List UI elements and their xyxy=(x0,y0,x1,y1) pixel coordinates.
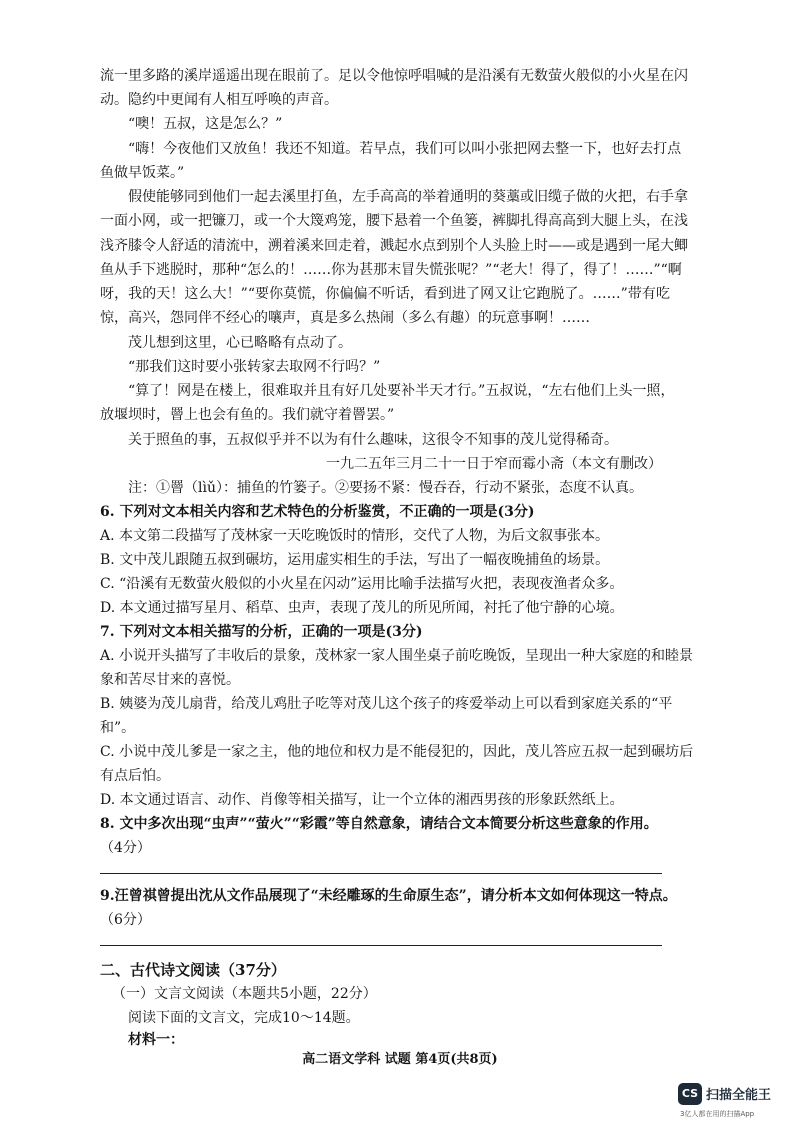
passage-line: “嗨！今夜他们又放鱼！我还不知道。若早点，我们可以叫小张把网去整一下，也好去打点 xyxy=(128,141,682,157)
q7-option-d: D. 本文通过语言、动作、肖像等相关描写，让一个立体的湘西男孩的形象跃然纸上。 xyxy=(100,792,624,808)
q6-option-b: B. 文中茂儿跟随五叔到碾坊，运用虚实相生的手法，写出了一幅夜晚捕鱼的场景。 xyxy=(100,552,610,568)
passage-line: 放堰坝时，罾上也会有鱼的。我们就守着罾罢。” xyxy=(100,407,395,423)
section-title: 二、古代诗文阅读（37分） xyxy=(100,961,286,979)
q7-option-a: A. 小说开头描写了丰收后的景象，茂林家一家人围坐桌子前吃晚饭，呈现出一种大家庭的和睦景 xyxy=(100,648,694,664)
passage-line: 鱼从手下逃脱时，那种“怎么的！……你为甚那末冒失慌张呢？”“老大！得了，得了！……”“啊 xyxy=(100,262,682,278)
date-note: 一九二五年三月二十一日于窄而霉小斋（本文有删改） xyxy=(326,456,662,472)
question-7: 7. 下列对文本相关描写的分析，正确的一项是(3分) xyxy=(100,624,423,640)
passage-line: 浅齐膝令人舒适的清流中，溯着溪来回走着，溅起水点到别个人头脸上时——或是遇到一尾大鲫 xyxy=(100,238,688,254)
passage-line: 茂儿想到这里，心已略略有点动了。 xyxy=(128,335,352,351)
q7-option-c: C. 小说中茂儿爹是一家之主，他的地位和权力是不能侵犯的，因此，茂儿答应五叔一起到碾坊后 xyxy=(100,744,694,760)
passage-line: 动。隐约中更闻有人相互呼唤的声音。 xyxy=(100,92,338,108)
scanner-watermark xyxy=(678,1083,788,1123)
subsection-title: （一）文言文阅读（本题共5小题，22分） xyxy=(112,986,377,1002)
passage-line: 流一里多路的溪岸遥遥出现在眼前了。足以令他惊呼唱喊的是沿溪有无数萤火般似的小火星在闪 xyxy=(100,68,688,84)
camscanner-logo-icon: CS xyxy=(678,1083,702,1105)
passage-line: 假使能够同到他们一起去溪里打鱼，左手高高的举着通明的葵藁或旧缆子做的火把，右手拿 xyxy=(128,189,688,205)
passage-line: 关于照鱼的事，五叔似乎并不以为有什么趣味，这很令不知事的茂儿觉得稀奇。 xyxy=(128,432,618,448)
page-footer: 高二语文学科 试题 第4页(共8页) xyxy=(302,1052,498,1067)
passage-line: 惊，高兴，怨同伴不经心的嚷声，真是多么热闹（多么有趣）的玩意事啊！…… xyxy=(100,310,590,326)
footnote: 注：①罾（lìǔ）：捕鱼的竹篓子。②要扬不紧：慢吞吞，行动不紧张，态度不认真。 xyxy=(128,480,643,496)
passage-line: “那我们这时要小张转家去取网不行吗？” xyxy=(128,359,381,375)
q7-option-a-cont: 象和苦尽甘来的喜悦。 xyxy=(100,672,240,688)
passage-line: “算了！网是在楼上，很难取并且有好几处要补半天才行。”五叔说，“左右他们上头一照， xyxy=(128,383,675,399)
passage-line: 鱼做早饭菜。” xyxy=(100,165,185,181)
question-9-score: （6分） xyxy=(100,912,151,928)
watermark-tagline: 3亿人都在用的扫描App xyxy=(680,1110,755,1118)
watermark-name: 扫描全能王 xyxy=(706,1088,772,1103)
question-8: 8. 文中多次出现“虫声”“萤火”“彩霞”等自然意象，请结合文本简要分析这些意象的作用。 xyxy=(100,816,658,832)
q7-option-b: B. 姨婆为茂儿扇背，给茂儿鸡肚子吃等对茂儿这个孩子的疼爱举动上可以看到家庭关系的“平 xyxy=(100,696,673,712)
question-8-score: （4分） xyxy=(100,840,151,856)
material-label: 材料一： xyxy=(128,1032,184,1048)
q6-option-d: D. 本文通过描写星月、稻草、虫声，表现了茂儿的所见所闻，衬托了他宁静的心境。 xyxy=(100,600,624,616)
passage-line: 一面小网，或一把镰刀，或一个大篾鸡笼，腰下悬着一个鱼篓，裤脚扎得高高到大腿上头，在浅 xyxy=(100,213,688,229)
passage-line: “噢！五叔，这是怎么？” xyxy=(128,116,283,132)
instruction: 阅读下面的文言文，完成10～14题。 xyxy=(128,1010,360,1026)
answer-line xyxy=(100,873,662,874)
q7-option-c-cont: 有点后怕。 xyxy=(100,768,170,784)
passage-line: 呀，我的天！这么大！”“要你莫慌，你偏偏不听话，看到进了网又让它跑脱了。……”带有吃 xyxy=(100,286,670,302)
question-6: 6. 下列对文本相关内容和艺术特色的分析鉴赏，不正确的一项是(3分) xyxy=(100,504,535,520)
question-9: 9.汪曾祺曾提出沈从文作品展现了“未经雕琢的生命原生态”，请分析本文如何体现这一特点。 xyxy=(100,888,677,904)
q6-option-a: A. 本文第二段描写了茂林家一天吃晚饭时的情形，交代了人物，为后文叙事张本。 xyxy=(100,528,610,544)
q6-option-c: C. “沿溪有无数萤火般似的小火星在闪动”运用比喻手法描写火把，表现夜渔者众多。 xyxy=(100,576,624,592)
q7-option-b-cont: 和”。 xyxy=(100,720,136,736)
answer-line xyxy=(100,945,662,946)
